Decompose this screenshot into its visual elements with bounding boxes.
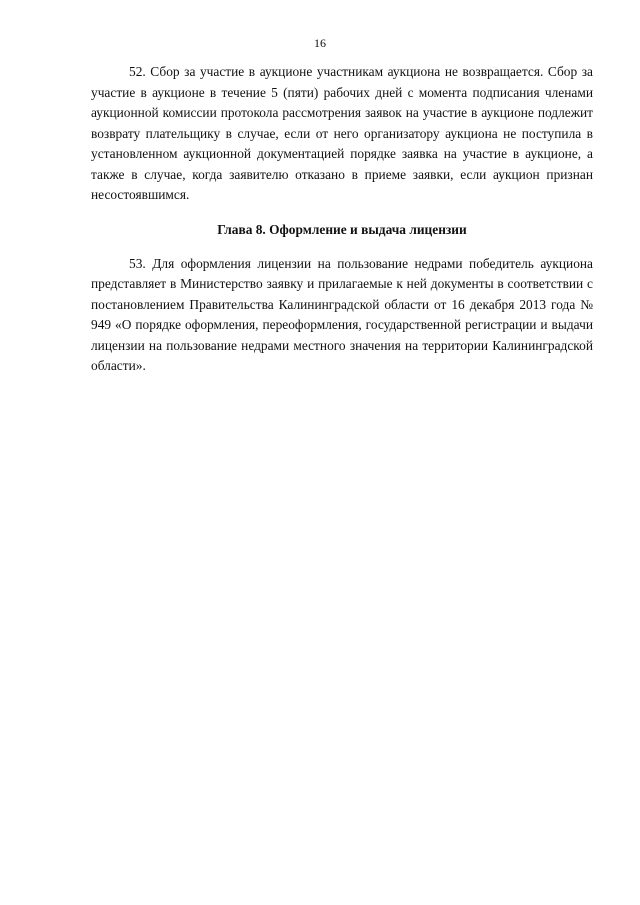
paragraph-53: 53. Для оформления лицензии на пользование недрами победитель аукциона представляет в Министерство заявку и прилагаемые к ней документы в соответствии с постановлением Правительства Калининградской области от 16 декабря 2013 года № 949 «О порядке оформления, переоформления, государственной регистрации и выдачи лицензии на пользование недрами местного значения на территории Калининградской области». — [91, 255, 593, 373]
chapter-heading: Глава 8. Оформление и выдача лицензии — [217, 221, 467, 237]
paragraph-52: 52. Сбор за участие в аукционе участникам аукциона не возвращается. Сбор за участие в аукционе в течение 5 (пяти) рабочих дней с момента подписания членами аукционной комиссии протокола рассмотрения заявок на участие в аукционе подлежит возврату плательщику в случае, если от него организатору аукциона не поступила в установленном аукционной документацией порядке заявка на участие в аукционе, а также в случае, когда заявителю отказано в приеме заявки, если аукцион признан несостоявшимся. — [91, 64, 593, 202]
document-body — [91, 62, 593, 377]
page-number: 16 — [314, 36, 326, 50]
